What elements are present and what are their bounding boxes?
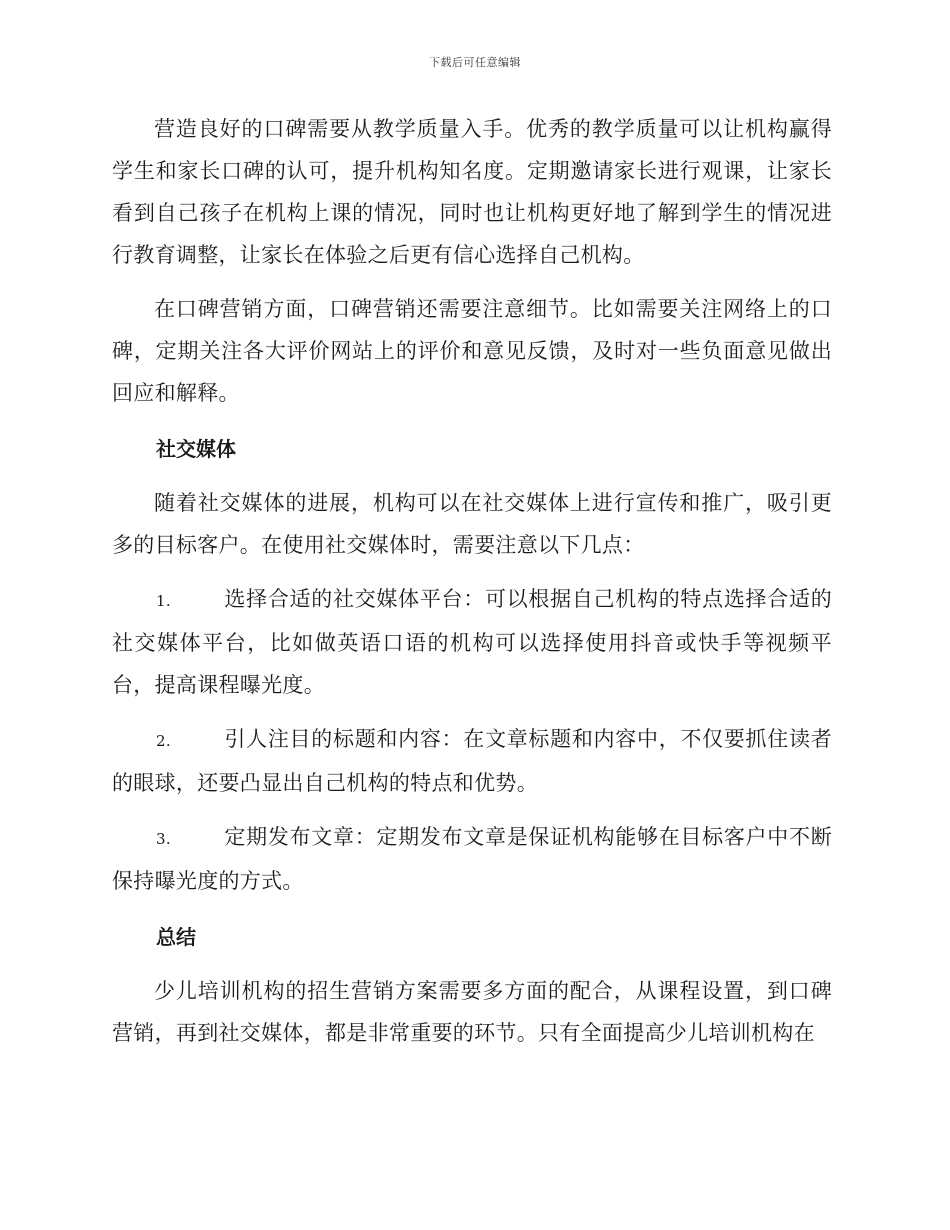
paragraph-word-of-mouth-quality: 营造良好的口碑需要从教学质量入手。优秀的教学质量可以让机构赢得学生和家长口碑的认可，提升机构知名度。定期邀请家长进行观课，让家长看到自己孩子在机构上课的情况，同时也让机构更好地了解到学生的情况进行教育调整，让家长在体验之后更有信心选择自己机构。 [112, 117, 832, 267]
list-item-text: 选择合适的社交媒体平台：可以根据自己机构的特点选择合适的社交媒体平台，比如做英语口语的机构可以选择使用抖音或快手等视频平台，提高课程曝光度。 [112, 587, 832, 697]
list-item-1 [112, 578, 832, 706]
list-item-2 [112, 718, 832, 804]
paragraph-social-media-intro: 随着社交媒体的进展，机构可以在社交媒体上进行宣传和推广，吸引更多的目标客户。在使用社交媒体时，需要注意以下几点： [112, 491, 832, 557]
list-number: 1. [156, 592, 171, 610]
document-body [112, 108, 832, 1054]
list-item-text: 定期发布文章：定期发布文章是保证机构能够在目标客户中不断保持曝光度的方式。 [112, 825, 832, 893]
list-number: 2. [156, 732, 171, 750]
page-header: 下载后可任意编辑 [429, 56, 521, 69]
section-heading-summary: 总结 [156, 925, 196, 949]
list-number: 3. [156, 830, 171, 848]
section-heading-social-media: 社交媒体 [156, 437, 236, 461]
list-item-3 [112, 816, 832, 902]
list-item-text: 引人注目的标题和内容：在文章标题和内容中，不仅要抓住读者的眼球，还要凸显出自己机构的特点和优势。 [112, 727, 832, 795]
paragraph-summary: 少儿培训机构的招生营销方案需要多方面的配合，从课程设置，到口碑营销，再到社交媒体，都是非常重要的环节。只有全面提高少儿培训机构在 [112, 979, 832, 1045]
paragraph-word-of-mouth-details: 在口碑营销方面，口碑营销还需要注意细节。比如需要关注网络上的口碑，定期关注各大评价网站上的评价和意见反馈，及时对一些负面意见做出回应和解释。 [112, 297, 832, 405]
